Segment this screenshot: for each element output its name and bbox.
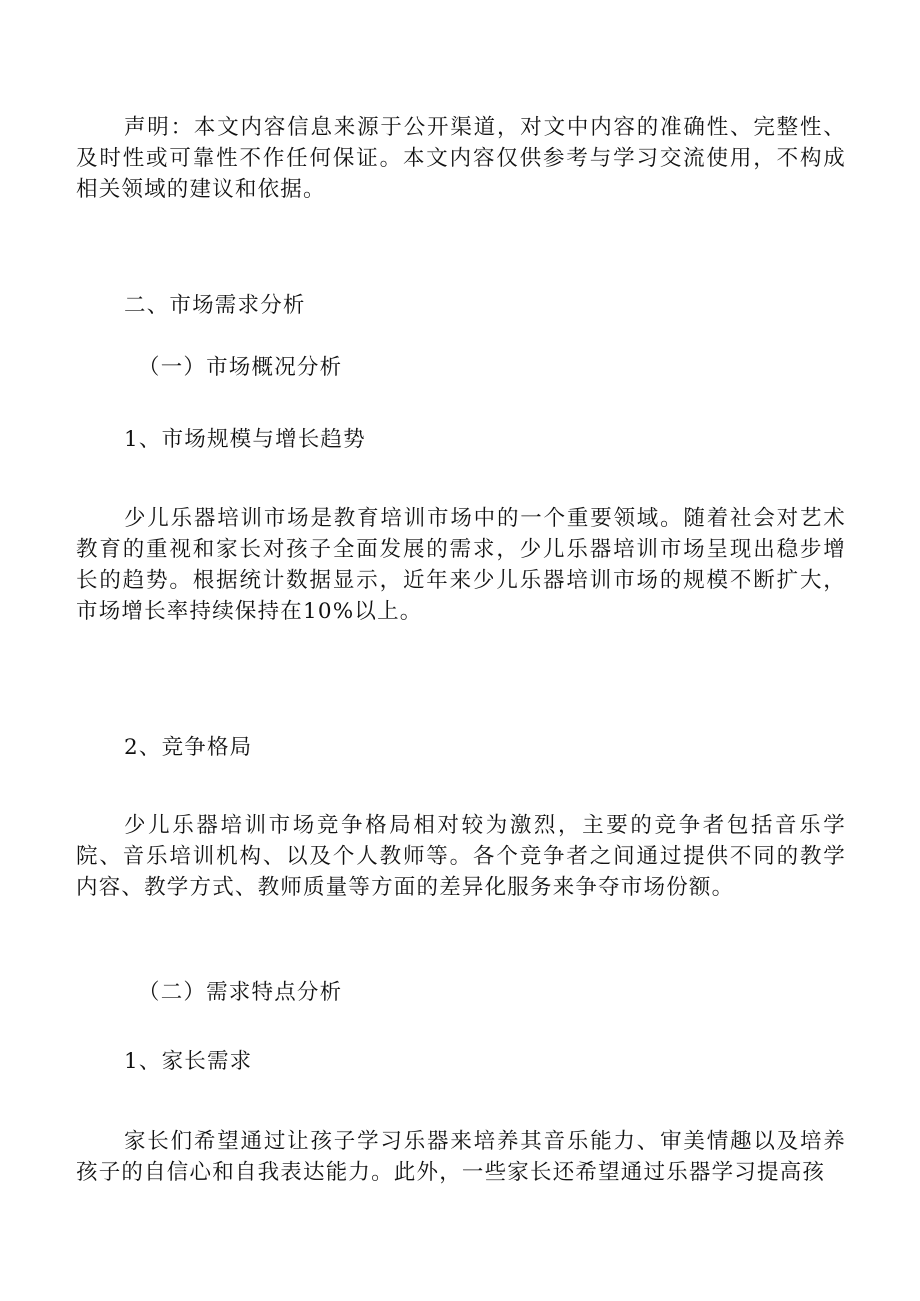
parent-demand-paragraph: 家长们希望通过让孩子学习乐器来培养其音乐能力、审美情趣以及培养孩子的自信心和自我表达能力。此外，一些家长还希望通过乐器学习提高孩 [76,1129,846,1185]
disclaimer-paragraph: 声明：本文内容信息来源于公开渠道，对文中内容的准确性、完整性、及时性或可靠性不作任何保证。本文内容仅供参考与学习交流使用，不构成相关领域的建议和依据。 [76,115,846,202]
competition-paragraph: 少儿乐器培训市场竞争格局相对较为激烈，主要的竞争者包括音乐学院、音乐培训机构、以及个人教师等。各个竞争者之间通过提供不同的教学内容、教学方式、教师质量等方面的差异化服务来争夺市场份额。 [76,813,846,900]
subsection-heading-demand-features: （二）需求特点分析 [138,980,343,1005]
market-size-paragraph: 少儿乐器培训市场是教育培训市场中的一个重要领域。随着社会对艺术教育的重视和家长对孩子全面发展的需求，少儿乐器培训市场呈现出稳步增长的趋势。根据统计数据显示，近年来少儿乐器培训市场的规模不断扩大，市场增长率持续保持在10%以上。 [76,506,846,624]
item-heading-market-size: 1、市场规模与增长趋势 [124,427,366,452]
item-heading-parent-demand: 1、家长需求 [124,1049,253,1074]
subsection-heading-market-overview: （一）市场概况分析 [138,355,343,380]
section-heading-market-demand: 二、市场需求分析 [124,293,306,318]
item-heading-competition: 2、竞争格局 [124,735,253,760]
